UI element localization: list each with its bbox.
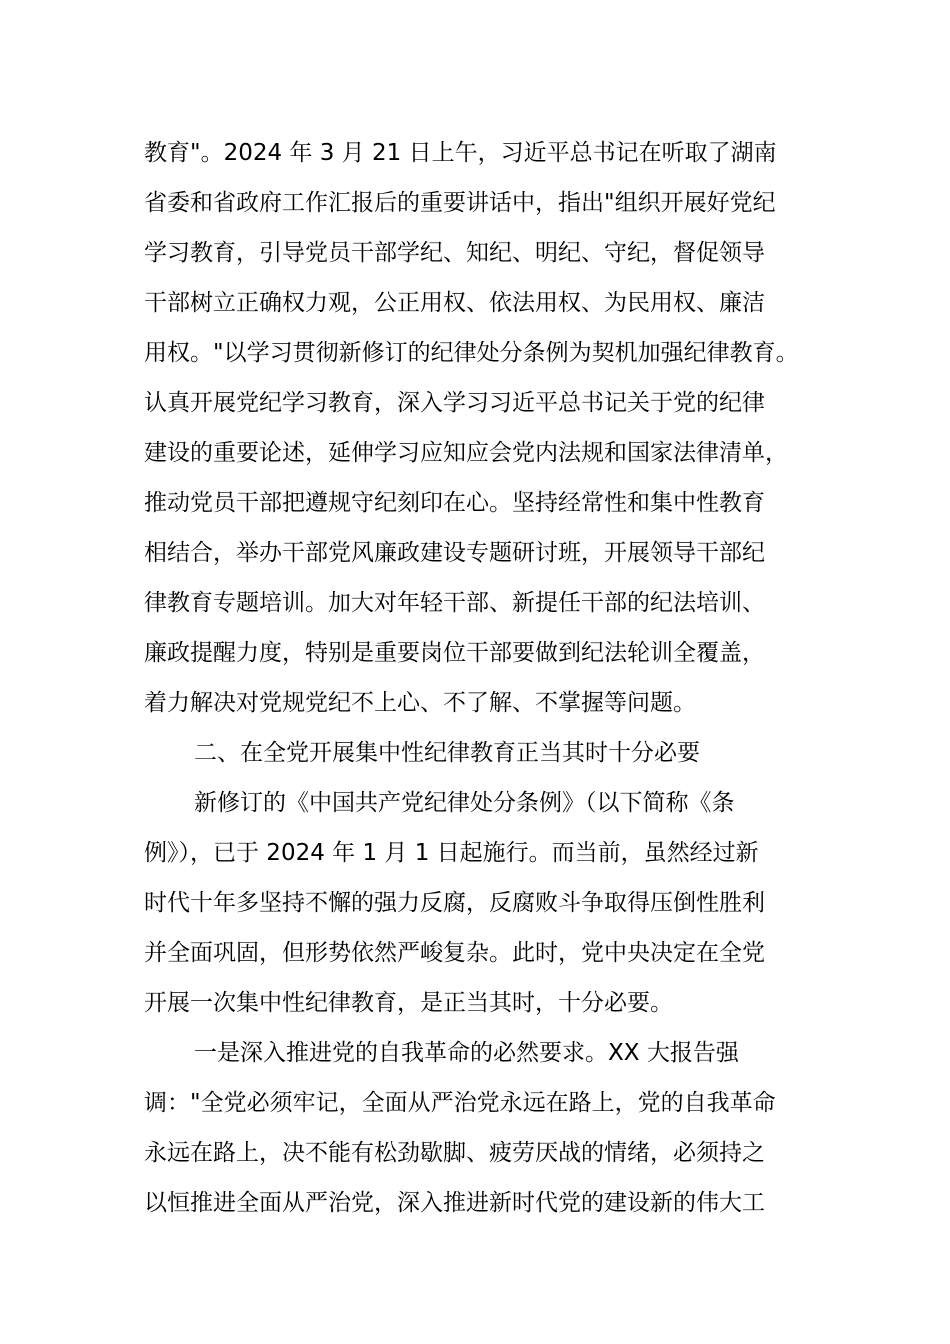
- section-heading: 二、在全党开展集中性纪律教育正当其时十分必要: [194, 740, 700, 766]
- paragraph-start-line: 一是深入推进党的自我革命的必然要求。XX 大报告强: [194, 1040, 739, 1066]
- text-line: 认真开展党纪学习教育，深入学习习近平总书记关于党的纪律: [144, 390, 765, 416]
- text-line: 教育"。2024 年 3 月 21 日上午，习近平总书记在听取了湖南: [144, 140, 777, 166]
- text-line: 时代十年多坚持不懈的强力反腐，反腐败斗争取得压倒性胜利: [144, 890, 765, 916]
- document-body: [144, 128, 834, 1228]
- text-line: 廉政提醒力度，特别是重要岗位干部要做到纪法轮训全覆盖，: [144, 640, 765, 666]
- text-line: 调："全党必须牢记，全面从严治党永远在路上，党的自我革命: [144, 1090, 776, 1116]
- text-line: 律教育专题培训。加大对年轻干部、新提任干部的纪法培训、: [144, 590, 765, 616]
- text-line: 并全面巩固，但形势依然严峻复杂。此时，党中央决定在全党: [144, 940, 765, 966]
- text-line: 省委和省政府工作汇报后的重要讲话中，指出"组织开展好党纪: [144, 190, 776, 216]
- text-line: 开展一次集中性纪律教育，是正当其时，十分必要。: [144, 990, 673, 1016]
- text-line: 例》），已于 2024 年 1 月 1 日起施行。而当前，虽然经过新: [144, 840, 759, 866]
- text-line: 干部树立正确权力观，公正用权、依法用权、为民用权、廉洁: [144, 290, 765, 316]
- text-line: 相结合，举办干部党风廉政建设专题研讨班，开展领导干部纪: [144, 540, 765, 566]
- text-line: 用权。"以学习贯彻新修订的纪律处分条例为契机加强纪律教育。: [144, 340, 799, 366]
- text-line: 学习教育，引导党员干部学纪、知纪、明纪、守纪，督促领导: [144, 240, 765, 266]
- text-line: 建设的重要论述，延伸学习应知应会党内法规和国家法律清单，: [144, 440, 788, 466]
- text-line: 着力解决对党规党纪不上心、不了解、不掌握等问题。: [144, 690, 696, 716]
- text-line: 推动党员干部把遵规守纪刻印在心。坚持经常性和集中性教育: [144, 490, 765, 516]
- text-line: 以恒推进全面从严治党，深入推进新时代党的建设新的伟大工: [144, 1190, 765, 1216]
- text-line: 永远在路上，决不能有松劲歇脚、疲劳厌战的情绪，必须持之: [144, 1140, 765, 1166]
- paragraph-start-line: 新修订的《中国共产党纪律处分条例》（以下简称《条: [194, 790, 735, 816]
